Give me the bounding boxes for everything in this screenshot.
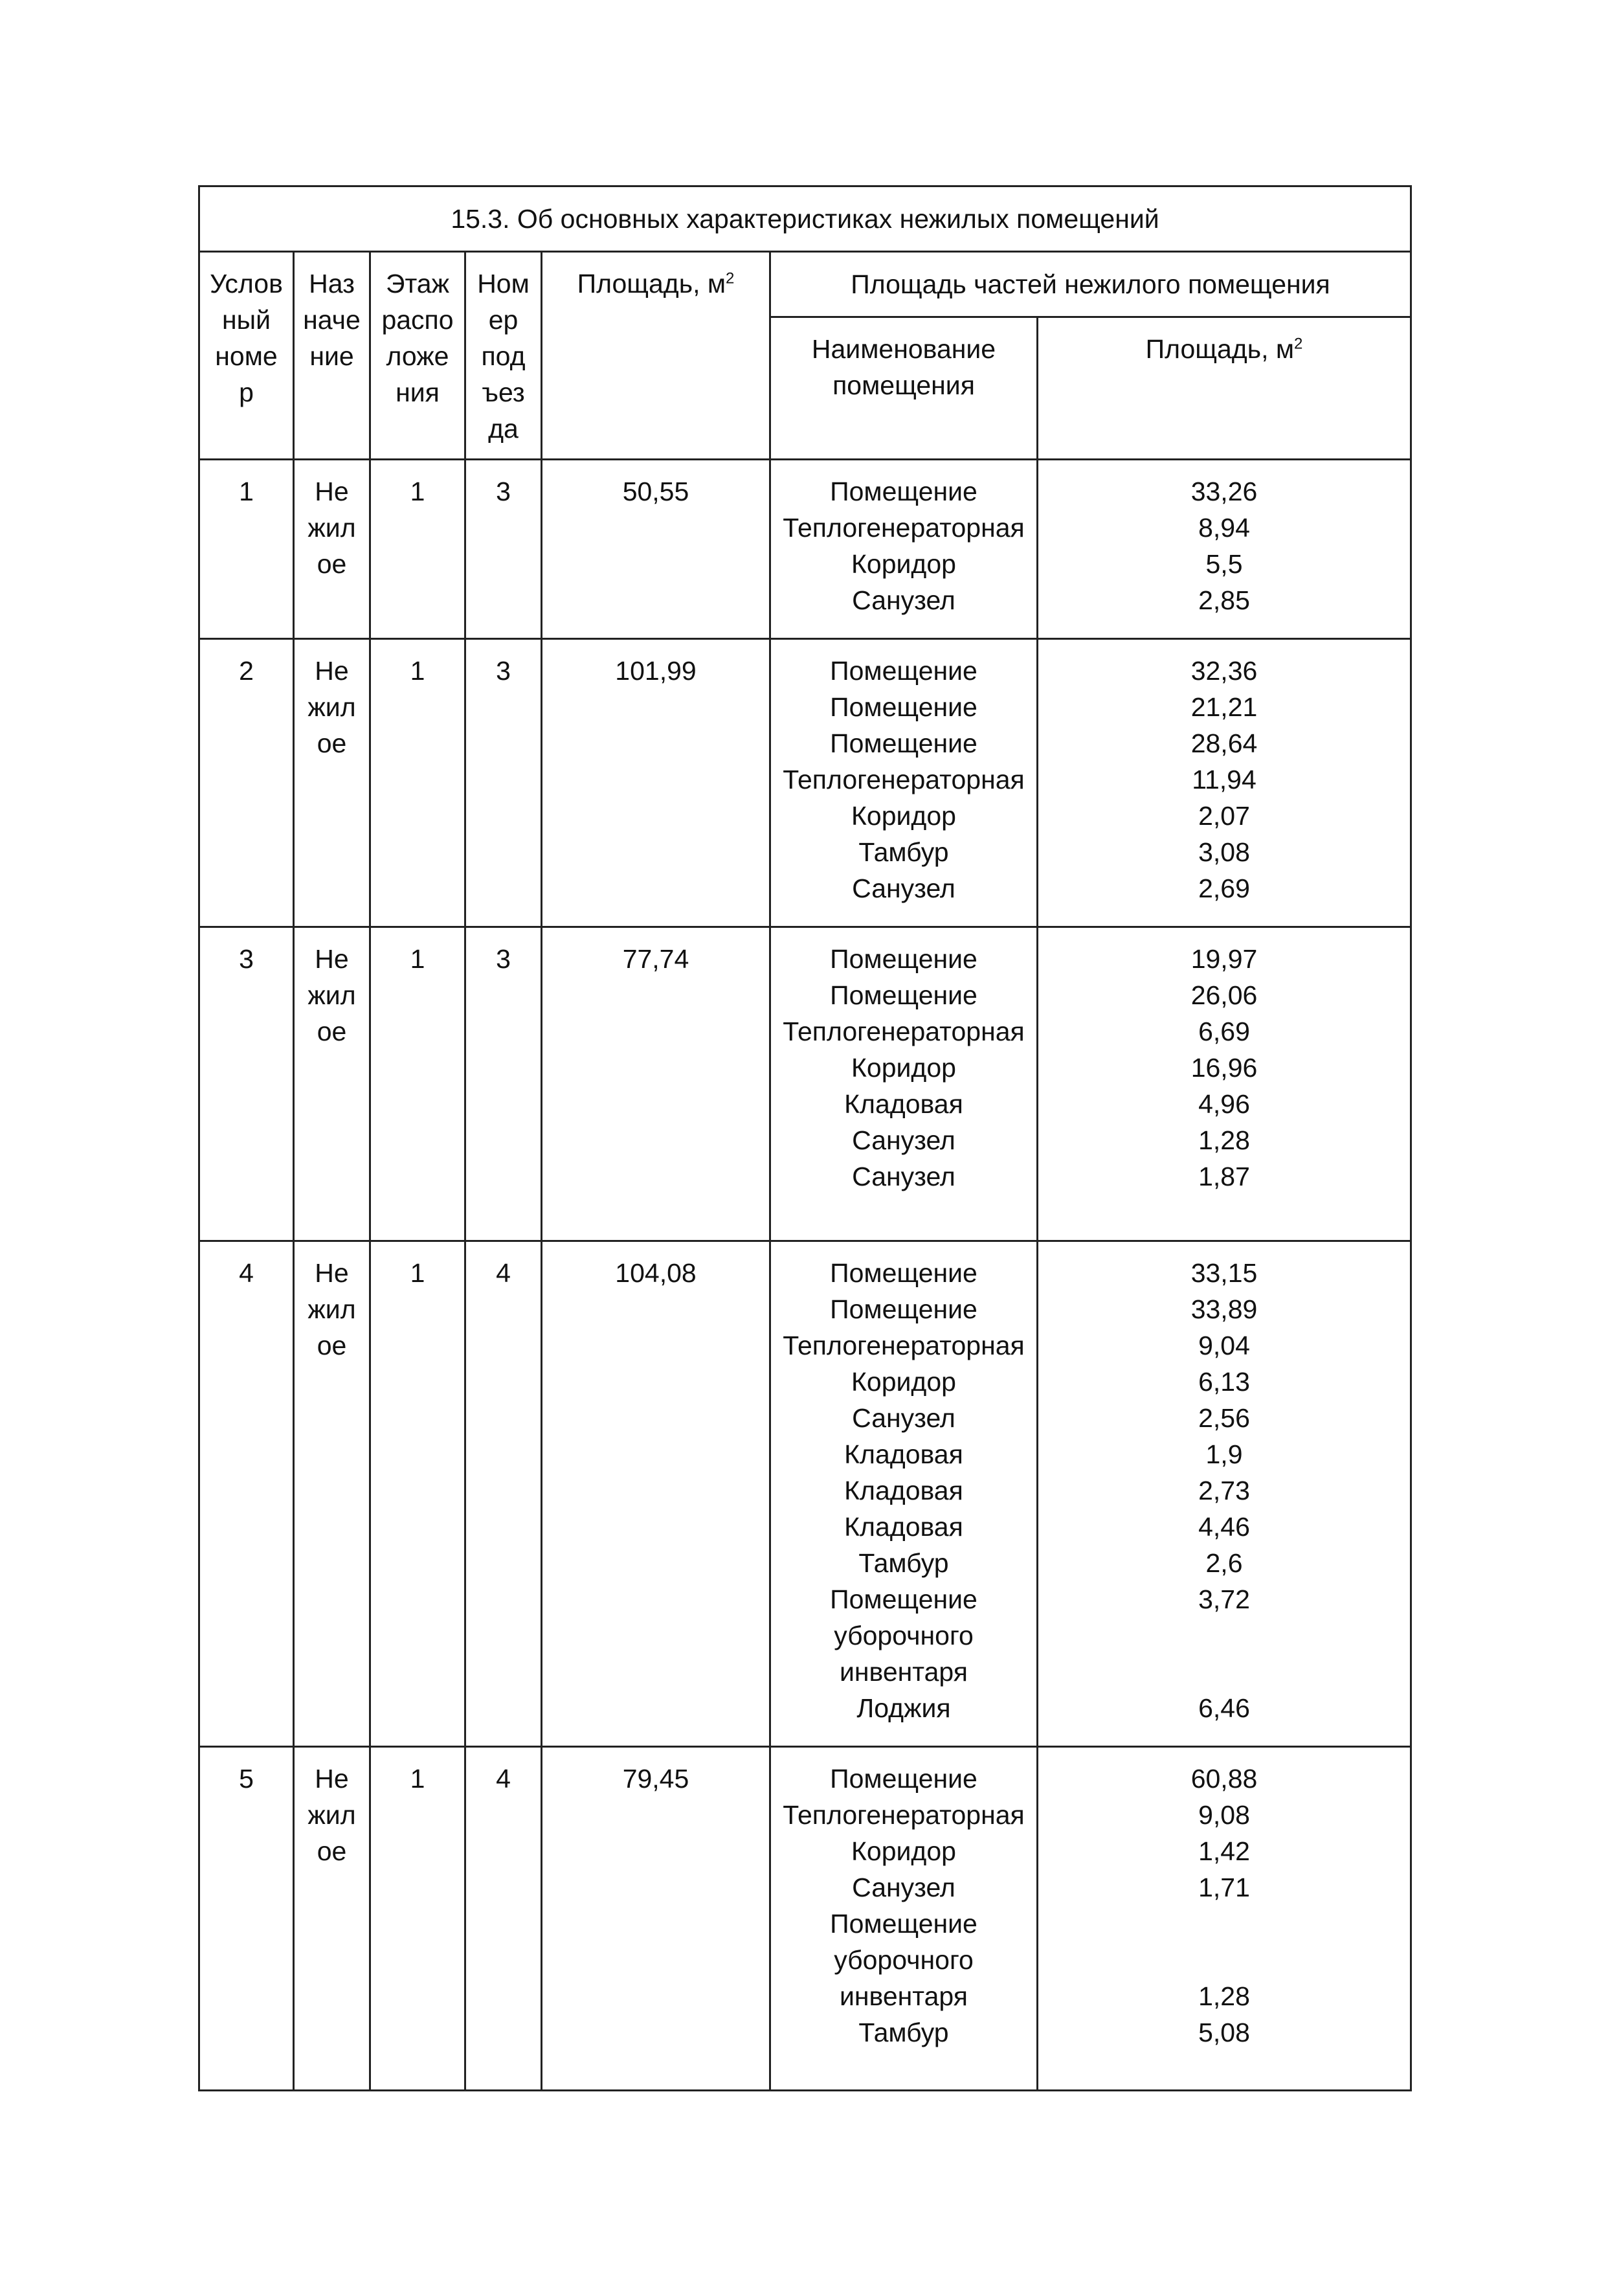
row-area: 79,45 — [542, 1747, 770, 2091]
row-number: 2 — [199, 639, 294, 927]
table-row — [199, 460, 1411, 639]
table-title: 15.3. Об основных характеристиках нежилых помещений — [199, 186, 1411, 252]
row-floor: 1 — [370, 460, 465, 639]
row-purpose: Не жил ое — [294, 1241, 370, 1747]
table-row — [199, 639, 1411, 927]
row-room-names: Помещение Помещение Теплогенераторная Коридор Кладовая Санузел Санузел — [770, 927, 1038, 1241]
row-entrance: 3 — [465, 460, 542, 639]
row-purpose: Не жил ое — [294, 1747, 370, 2091]
header-cond-number: Услов ный номе р — [199, 252, 294, 460]
row-room-areas: 32,36 21,21 28,64 11,94 2,07 3,08 2,69 — [1038, 639, 1411, 927]
row-room-names: Помещение Помещение Теплогенераторная Коридор Санузел Кладовая Кладовая Кладовая Тамбур Помещение уборочного инвентаря Лоджия — [770, 1241, 1038, 1747]
row-room-areas: 33,26 8,94 5,5 2,85 — [1038, 460, 1411, 639]
row-room-areas: 33,15 33,89 9,04 6,13 2,56 1,9 2,73 4,46 2,6 3,72 6,46 — [1038, 1241, 1411, 1747]
row-floor: 1 — [370, 927, 465, 1241]
row-floor: 1 — [370, 1747, 465, 2091]
header-entrance: Ном ер под ъез да — [465, 252, 542, 460]
table-row — [199, 1241, 1411, 1747]
row-purpose: Не жил ое — [294, 927, 370, 1241]
row-area: 50,55 — [542, 460, 770, 639]
row-room-areas: 60,88 9,08 1,42 1,71 1,28 5,08 — [1038, 1747, 1411, 2091]
row-area: 77,74 — [542, 927, 770, 1241]
row-room-names: Помещение Помещение Помещение Теплогенераторная Коридор Тамбур Санузел — [770, 639, 1038, 927]
row-room-names: Помещение Теплогенераторная Коридор Санузел — [770, 460, 1038, 639]
nonresidential-premises-table — [198, 185, 1412, 2091]
title-row — [199, 186, 1411, 252]
row-purpose: Не жил ое — [294, 639, 370, 927]
header-room-name: Наименование помещения — [770, 317, 1038, 460]
header-parts-title: Площадь частей нежилого помещения — [770, 252, 1411, 317]
row-entrance: 4 — [465, 1747, 542, 2091]
table-row — [199, 927, 1411, 1241]
row-area: 101,99 — [542, 639, 770, 927]
row-area: 104,08 — [542, 1241, 770, 1747]
row-floor: 1 — [370, 1241, 465, 1747]
row-number: 3 — [199, 927, 294, 1241]
row-entrance: 4 — [465, 1241, 542, 1747]
row-number: 1 — [199, 460, 294, 639]
row-number: 4 — [199, 1241, 294, 1747]
header-row-1 — [199, 252, 1411, 317]
row-room-areas: 19,97 26,06 6,69 16,96 4,96 1,28 1,87 — [1038, 927, 1411, 1241]
header-floor: Этаж распо ложе ния — [370, 252, 465, 460]
header-area: Площадь, $м^2$ — [542, 252, 770, 460]
header-purpose: Наз наче ние — [294, 252, 370, 460]
row-room-names: Помещение Теплогенераторная Коридор Санузел Помещение уборочного инвентаря Тамбур — [770, 1747, 1038, 2091]
row-floor: 1 — [370, 639, 465, 927]
row-entrance: 3 — [465, 639, 542, 927]
row-purpose: Не жил ое — [294, 460, 370, 639]
row-entrance: 3 — [465, 927, 542, 1241]
row-number: 5 — [199, 1747, 294, 2091]
header-room-area: Площадь, $м^2$ — [1038, 317, 1411, 460]
table-row — [199, 1747, 1411, 2091]
